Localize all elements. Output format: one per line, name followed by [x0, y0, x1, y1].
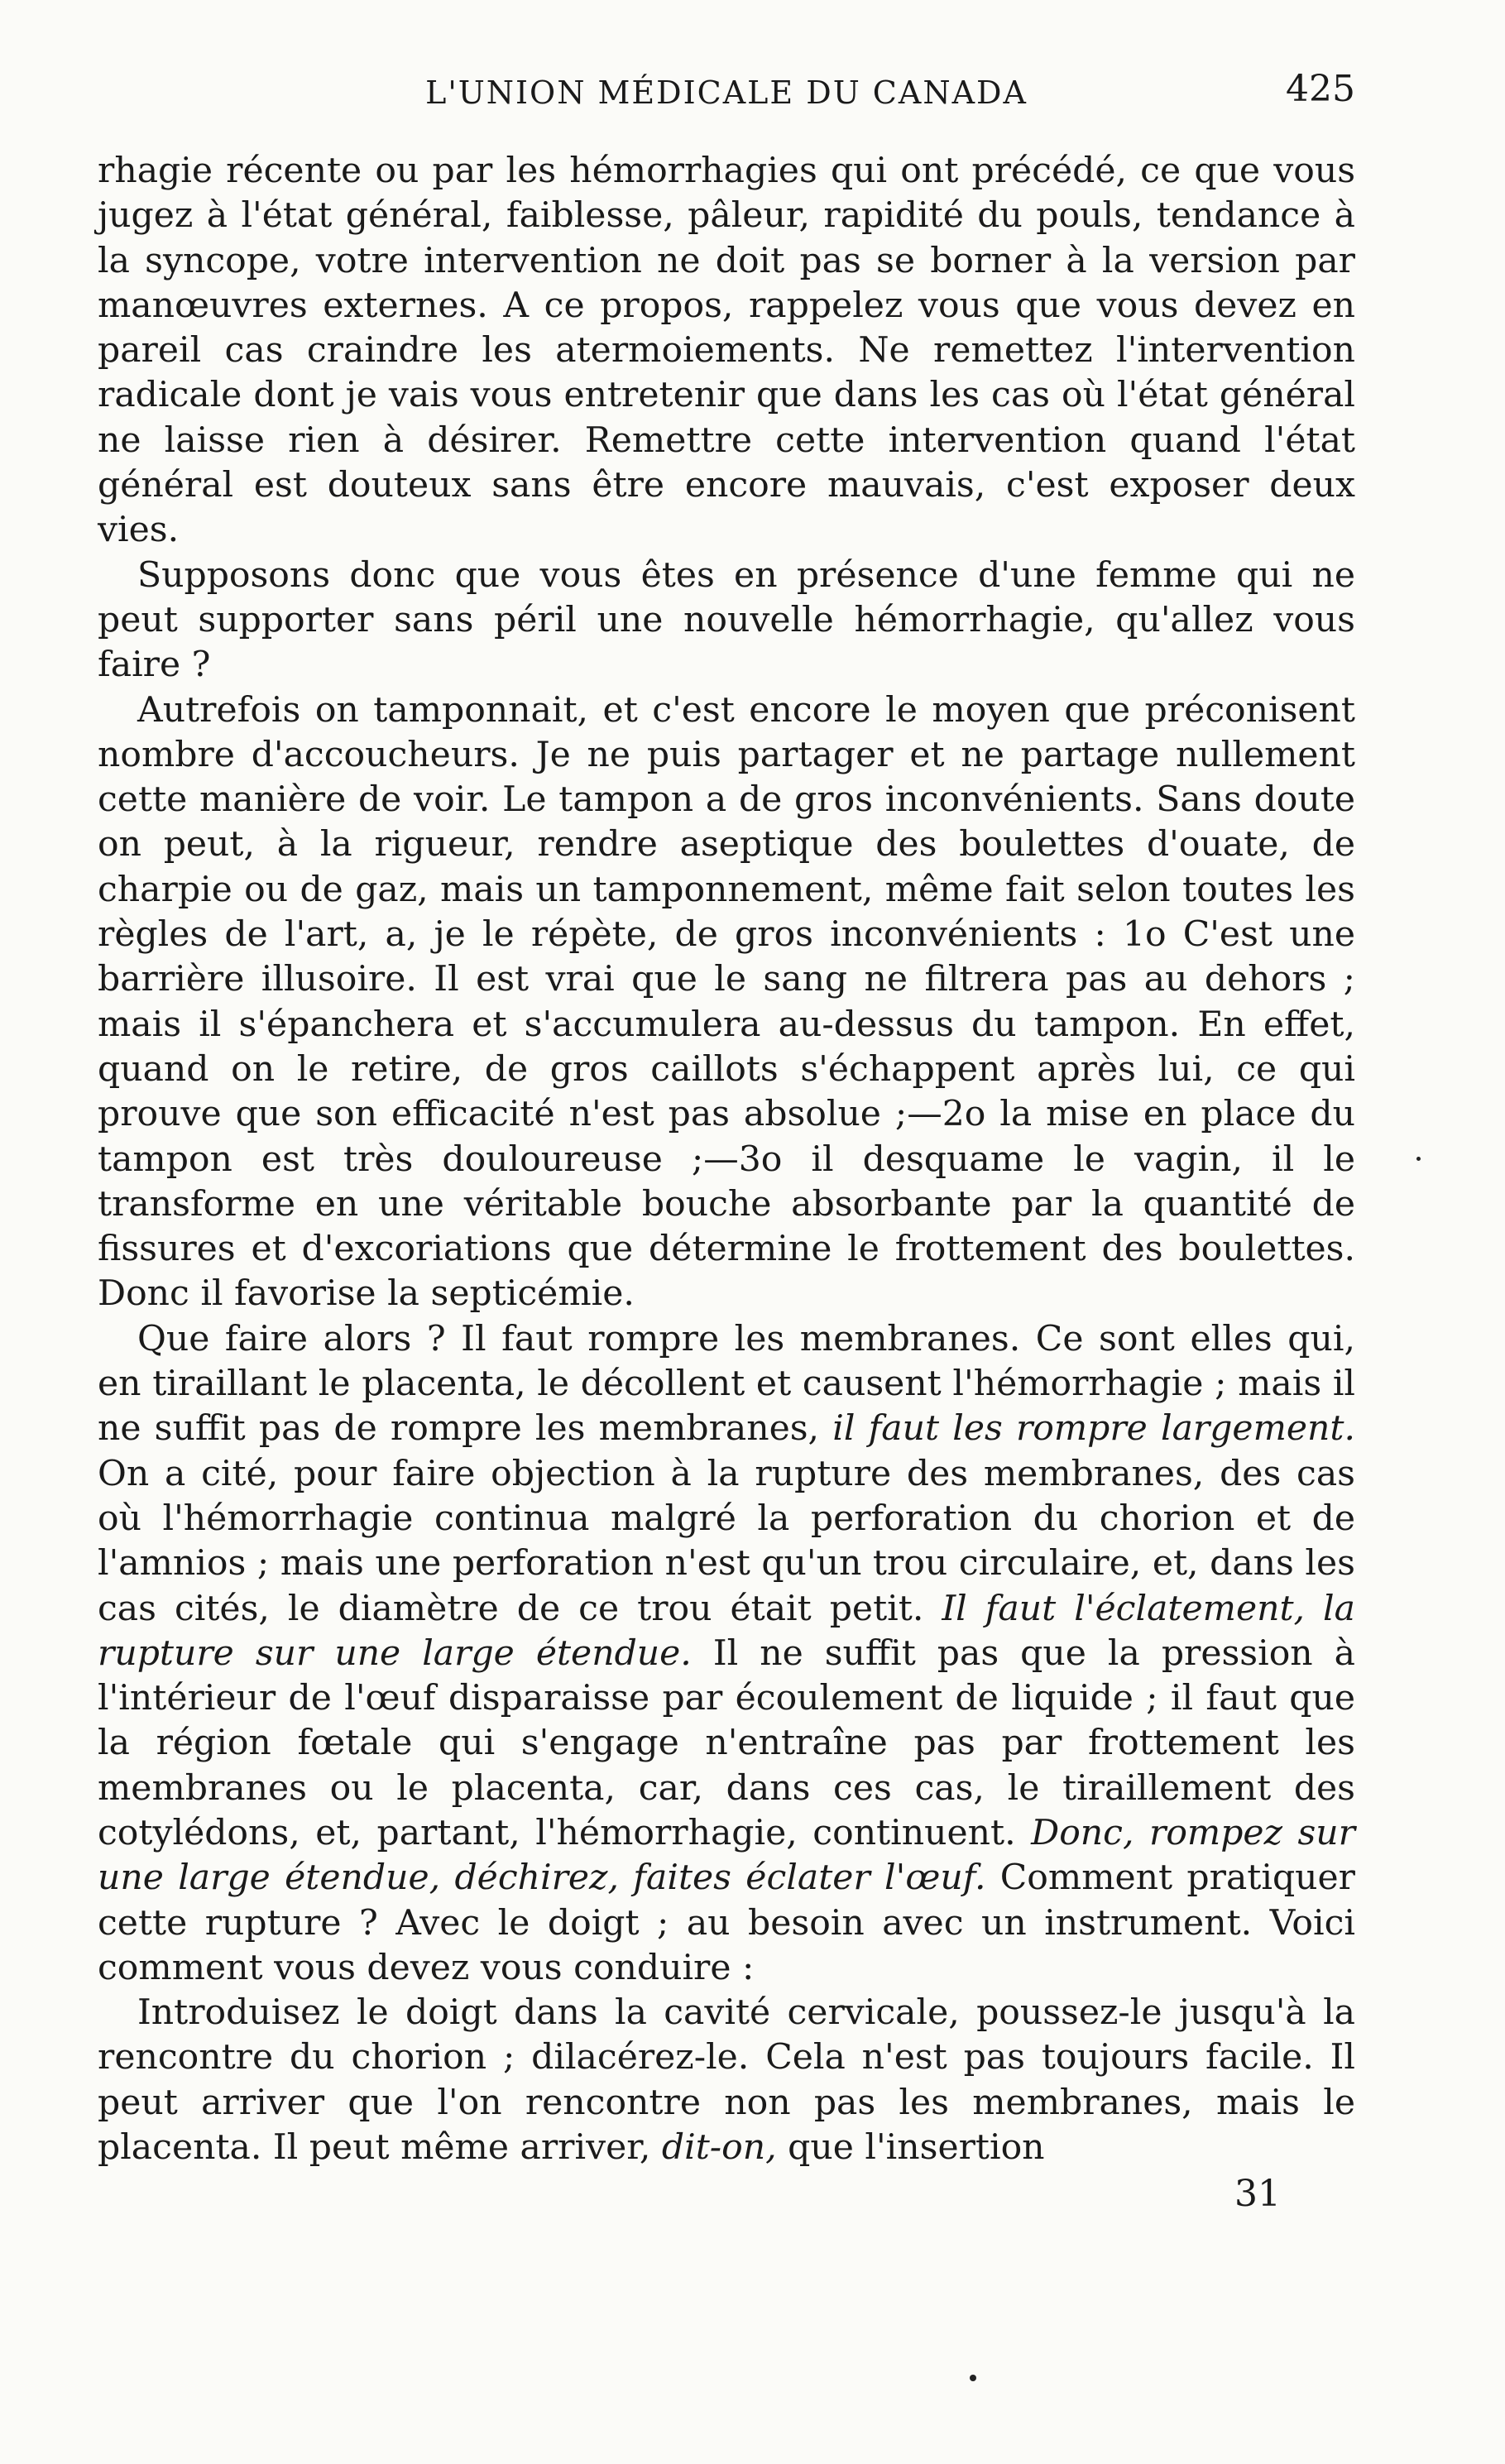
text-run: On a cité, pour faire objection à la rupture des membranes, des cas où l'hémorrhagie continua malgré la perforation du chorion et de l'amnios ; mais une perforation n'est qu'un trou circulaire, et, dans les cas cités, le diamètre de ce trou était petit.: [98, 1453, 1355, 1629]
ink-speck: [970, 2375, 976, 2381]
paragraph: [98, 149, 1355, 554]
text-run: Supposons donc que vous êtes en présence d'une femme qui ne peut supporter sans péril une nouvelle hémorrhagie, qu'allez vous faire ?: [98, 554, 1355, 686]
signature-mark: 31: [1234, 2173, 1281, 2216]
body-text: [98, 149, 1355, 2170]
text-run: Introduisez le doigt dans la cavité cervicale, poussez-le jusqu'à la rencontre du chorion ; dilacérez-le. Cela n'est pas toujours facile. Il peut arriver que l'on rencontre non pas les membranes, mais le placenta. Il peut même arriver,: [98, 1992, 1355, 2169]
page-number: 425: [1286, 68, 1355, 110]
paragraph: [98, 554, 1355, 688]
text-run: Autrefois on tamponnait, et c'est encore le moyen que préconisent nombre d'accoucheurs. Je ne puis partager et ne partage nullement cette manière de voir. Le tampon a de gros inconvénients. Sans doute on peut, à la rigueur, rendre aseptique des boulettes d'ouate, de charpie ou de gaz, mais un tamponnement, même fait selon toutes les règles de l'art, a, je le répète, de gros inconvénients : 1o C'est une barrière illusoire. Il est vrai que le sang ne filtrera pas au dehors ; mais il s'épanchera et s'accumulera au-dessus du tampon. En effet, quand on le retire, de gros caillots s'échappent après lui, ce qui prouve que son efficacité n'est pas absolue ;—2o la mise en place du tampon est très douloureuse ;—3o il desquame le vagin, il le transforme en une véritable bouche absorbante par la quantité de fissures et d'excoriations que détermine le frottement des boulettes. Donc il favorise la septicémie.: [98, 689, 1355, 1315]
paragraph: [98, 1317, 1355, 1991]
text-run: que l'insertion: [776, 2127, 1045, 2169]
italic-run: il faut les rompre largement.: [832, 1408, 1355, 1450]
paragraph: [98, 1991, 1355, 2170]
text-run: Que faire alors ? Il faut rompre les membranes. Ce sont elles qui, en tiraillant le placenta, le décollent et causent l'hémorrhagie ; mais il ne suffit pas de rompre les membranes,: [98, 1318, 1355, 1450]
text-run: Il ne suffit pas que la pression à l'intérieur de l'œuf disparaisse par écoulement de liquide ; il faut que la région fœtale qui s'engage n'entraîne pas par frottement les membranes ou le placenta, car, dans ces cas, le tiraillement des cotylédons, et, partant, l'hémorrhagie, continuent.: [98, 1632, 1356, 1853]
italic-run: Il faut l'éclatement, la rupture sur une large étendue.: [98, 1588, 1355, 1674]
book-page: [98, 68, 1355, 2217]
italic-run: dit-on,: [661, 2127, 777, 2169]
running-title: L'UNION MÉDICALE DU CANADA: [425, 74, 1028, 111]
italic-run: Donc, rompez sur une large étendue, déchirez, faites éclater l'œuf.: [98, 1812, 1355, 1899]
paragraph: [98, 688, 1355, 1317]
text-run: rhagie récente ou par les hémorrhagies qui ont précédé, ce que vous jugez à l'état général, faiblesse, pâleur, rapidité du pouls, tendance à la syncope, votre intervention ne doit pas se borner à la version par manœuvres externes. A ce propos, rappelez vous que vous devez en pareil cas craindre les atermoiements. Ne remettez l'intervention radicale dont je vais vous entretenir que dans les cas où l'état général ne laisse rien à désirer. Remettre cette intervention quand l'état général est douteux sans être encore mauvais, c'est exposer deux vies.: [98, 151, 1355, 551]
text-run: Comment pratiquer cette rupture ? Avec le doigt ; au besoin avec un instrument. Voici comment vous devez vous conduire :: [98, 1858, 1356, 1988]
page-header: [98, 68, 1355, 126]
ink-speck: [1416, 1157, 1421, 1161]
